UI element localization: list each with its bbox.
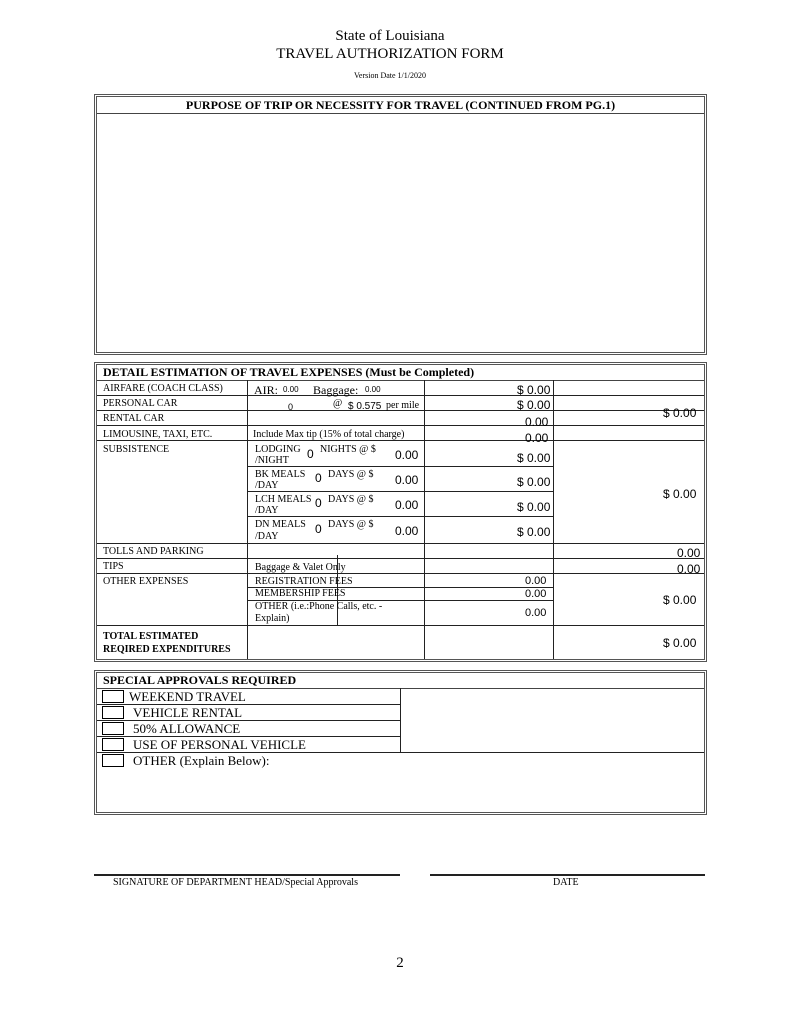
purpose-title: PURPOSE OF TRIP OR NECESSITY FOR TRAVEL (CONTINUED FROM PG.1)	[97, 97, 704, 114]
fifty-percent-allowance-label: 50% ALLOWANCE	[133, 721, 241, 736]
expenses-title: DETAIL ESTIMATION OF TRAVEL EXPENSES (Must be Completed)	[97, 365, 704, 381]
lodging-unit: /NIGHT	[255, 455, 289, 466]
subsistence-subtotal: $ 0.00	[663, 487, 697, 501]
lodging-rate-label: NIGHTS @ $	[320, 444, 376, 455]
limousine-total[interactable]: 0.00	[525, 431, 549, 445]
dept-head-signature-line[interactable]	[94, 874, 400, 876]
limousine-note: Include Max tip (15% of total charge)	[253, 429, 405, 440]
tolls-parking-label: TOLLS AND PARKING	[103, 546, 204, 557]
personal-car-total[interactable]: $ 0.00	[517, 398, 551, 412]
rental-car-total[interactable]: 0.00	[525, 415, 549, 429]
lch-meals-label: LCH MEALS	[255, 494, 312, 505]
membership-fees-label: MEMBERSHIP FEES	[255, 588, 346, 599]
air-label: AIR:	[254, 383, 278, 397]
personal-vehicle-checkbox[interactable]	[102, 738, 124, 751]
bk-meals-unit: /DAY	[255, 480, 279, 491]
dn-meals-total: $ 0.00	[517, 525, 551, 539]
lodging-label: LODGING	[255, 444, 301, 455]
other-expenses-value[interactable]: 0.00	[525, 607, 547, 619]
other-expenses-label: OTHER EXPENSES	[103, 576, 189, 587]
membership-fees-value[interactable]: 0.00	[525, 588, 547, 600]
airfare-label: AIRFARE (COACH CLASS)	[103, 383, 223, 394]
other-expenses-item-label: OTHER (i.e.:Phone Calls, etc. -	[255, 601, 383, 612]
bk-meals-label: BK MEALS	[255, 469, 306, 480]
personal-car-at: @	[333, 398, 343, 409]
fifty-percent-allowance-checkbox[interactable]	[102, 722, 124, 735]
other-expenses-subtotal: $ 0.00	[663, 593, 697, 607]
dn-meals-rate[interactable]: 0.00	[395, 524, 419, 538]
vehicle-rental-checkbox[interactable]	[102, 706, 124, 719]
registration-fees-label: REGISTRATION FEES	[255, 576, 353, 587]
airfare-total[interactable]: $ 0.00	[517, 383, 551, 397]
tips-note: Baggage & Valet Only	[255, 562, 346, 573]
lch-meals-total: $ 0.00	[517, 500, 551, 514]
purpose-text-area[interactable]	[99, 115, 702, 350]
rental-car-label: RENTAL CAR	[103, 413, 165, 424]
dept-head-signature-label: SIGNATURE OF DEPARTMENT HEAD/Special Approvals	[113, 877, 358, 888]
registration-fees-value[interactable]: 0.00	[525, 575, 547, 587]
lodging-total: $ 0.00	[517, 451, 551, 465]
lodging-nights[interactable]: 0	[307, 447, 314, 461]
total-estimated-value: $ 0.00	[663, 636, 697, 650]
page-number: 2	[396, 955, 404, 971]
limousine-label: LIMOUSINE, TAXI, ETC.	[103, 429, 213, 440]
weekend-travel-label: WEEKEND TRAVEL	[129, 689, 246, 704]
date-label: DATE	[553, 877, 579, 888]
dn-meals-rate-label: DAYS @ $	[328, 519, 374, 530]
mileage-rate: $ 0.575	[348, 401, 382, 412]
bk-meals-rate[interactable]: 0.00	[395, 473, 419, 487]
dn-meals-label: DN MEALS	[255, 519, 306, 530]
lch-meals-rate[interactable]: 0.00	[395, 498, 419, 512]
purpose-section	[94, 94, 707, 355]
other-approval-checkbox[interactable]	[102, 754, 124, 767]
lch-meals-days[interactable]: 0	[315, 496, 322, 510]
bk-meals-total: $ 0.00	[517, 475, 551, 489]
vehicle-rental-label: VEHICLE RENTAL	[133, 705, 243, 720]
tips-label: TIPS	[103, 561, 124, 572]
other-approval-label: OTHER (Explain Below):	[133, 753, 270, 768]
tolls-parking-total[interactable]: 0.00	[677, 546, 701, 560]
date-signature-line[interactable]	[430, 874, 705, 876]
form-title: TRAVEL AUTHORIZATION FORM	[276, 46, 504, 62]
bk-meals-rate-label: DAYS @ $	[328, 469, 374, 480]
required-expenditures-label: REQIRED EXPENDITURES	[103, 644, 231, 655]
state-heading: State of Louisiana	[335, 28, 445, 44]
weekend-travel-checkbox[interactable]	[102, 690, 124, 703]
lch-meals-unit: /DAY	[255, 505, 279, 516]
expenses-section	[94, 362, 707, 662]
other-expenses-explain-label: Explain)	[255, 613, 290, 624]
dn-meals-days[interactable]: 0	[315, 522, 322, 536]
subsistence-label: SUBSISTENCE	[103, 444, 170, 455]
baggage-value[interactable]: 0.00	[365, 385, 381, 394]
personal-vehicle-label: USE OF PERSONAL VEHICLE	[133, 737, 306, 752]
transport-subtotal: $ 0.00	[663, 406, 697, 420]
tips-total[interactable]: 0.00	[677, 562, 701, 576]
total-estimated-label: TOTAL ESTIMATED	[103, 631, 199, 642]
per-mile-label: per mile	[386, 400, 420, 411]
version-date: Version Date 1/1/2020	[354, 71, 426, 80]
lodging-rate[interactable]: 0.00	[395, 448, 419, 462]
air-value[interactable]: 0.00	[283, 385, 299, 394]
dn-meals-unit: /DAY	[255, 531, 279, 542]
personal-car-miles[interactable]: 0	[288, 402, 294, 412]
bk-meals-days[interactable]: 0	[315, 471, 322, 485]
baggage-label: Baggage:	[313, 383, 359, 397]
lch-meals-rate-label: DAYS @ $	[328, 494, 374, 505]
special-approvals-section	[94, 670, 707, 815]
special-approvals-title: SPECIAL APPROVALS REQUIRED	[97, 673, 704, 689]
personal-car-label: PERSONAL CAR	[103, 398, 178, 409]
